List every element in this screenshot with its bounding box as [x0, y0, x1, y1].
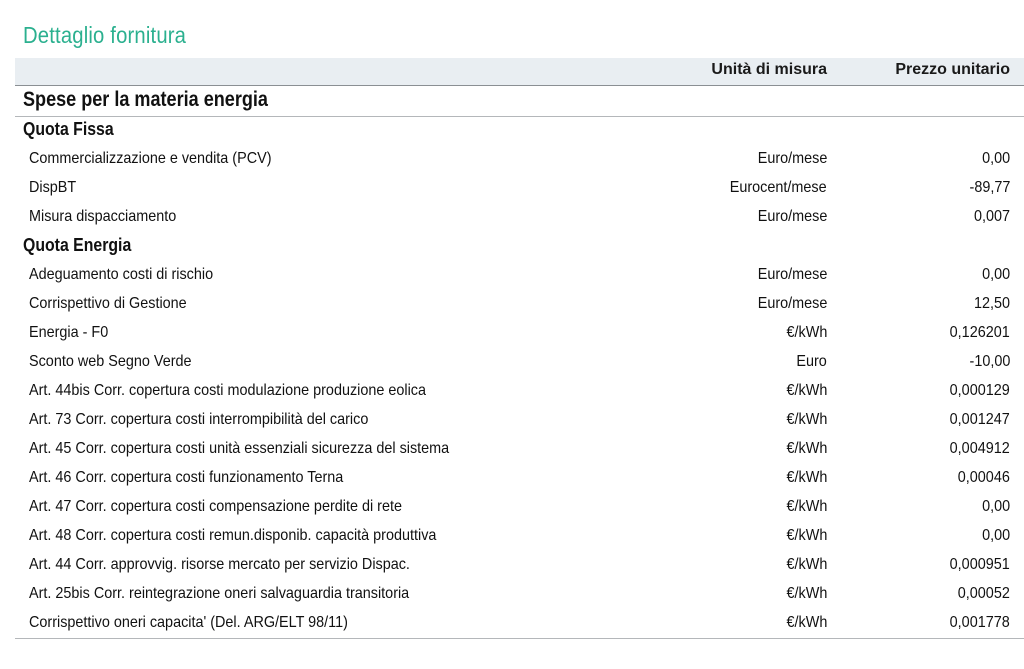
table-row — [0, 379, 1024, 408]
row-label: Art. 44bis Corr. copertura costi modulazione produzione eolica — [29, 382, 427, 399]
page-title: Dettaglio fornitura — [23, 22, 187, 48]
table-row — [0, 466, 1024, 495]
table-row — [0, 437, 1024, 466]
table-row — [0, 408, 1024, 437]
table-bottom-divider — [15, 638, 1024, 639]
row-unit: €/kWh — [786, 440, 827, 457]
table-row — [0, 524, 1024, 553]
table-row — [0, 263, 1024, 292]
table-row — [0, 321, 1024, 350]
row-price: 0,000129 — [949, 382, 1010, 399]
table-row — [0, 611, 1024, 640]
row-unit: Euro/mese — [757, 295, 827, 312]
row-label: Misura dispacciamento — [29, 208, 177, 225]
row-price: 0,001778 — [949, 614, 1010, 631]
section-divider — [15, 116, 1024, 117]
row-price: 12,50 — [973, 295, 1010, 312]
column-header-unit: Unità di misura — [711, 61, 827, 78]
table-row — [0, 582, 1024, 611]
row-price: 0,007 — [973, 208, 1010, 225]
row-label: Energia - F0 — [29, 324, 109, 341]
row-unit: €/kWh — [786, 382, 827, 399]
row-label: Art. 47 Corr. copertura costi compensazione perdite di rete — [29, 498, 402, 515]
table-row — [0, 147, 1024, 176]
row-price: 0,00052 — [957, 585, 1010, 602]
row-price: 0,000951 — [949, 556, 1010, 573]
table-header-band — [15, 58, 1024, 86]
row-unit: Euro — [796, 353, 827, 370]
row-unit: €/kWh — [786, 498, 827, 515]
row-label: Corrispettivo oneri capacita' (Del. ARG/ELT 98/11) — [29, 614, 348, 631]
group-title-quota-energia: Quota Energia — [23, 235, 132, 255]
column-header-price: Prezzo unitario — [895, 61, 1010, 78]
row-unit: Euro/mese — [757, 150, 827, 167]
row-label: Corrispettivo di Gestione — [29, 295, 187, 312]
table-row — [0, 495, 1024, 524]
row-unit: €/kWh — [786, 469, 827, 486]
row-price: 0,00 — [981, 498, 1010, 515]
row-label: Art. 45 Corr. copertura costi unità essenziali sicurezza del sistema — [29, 440, 450, 457]
row-price: 0,126201 — [949, 324, 1010, 341]
row-label: Art. 46 Corr. copertura costi funzionamento Terna — [29, 469, 344, 486]
row-price: 0,00046 — [957, 469, 1010, 486]
table-row — [0, 205, 1024, 234]
row-unit: €/kWh — [786, 585, 827, 602]
row-label: Art. 48 Corr. copertura costi remun.disponib. capacità produttiva — [29, 527, 437, 544]
table-row — [0, 350, 1024, 379]
group-title-quota-fissa: Quota Fissa — [23, 119, 114, 139]
row-unit: €/kWh — [786, 527, 827, 544]
row-unit: Euro/mese — [757, 208, 827, 225]
row-price: 0,004912 — [949, 440, 1010, 457]
row-label: Art. 44 Corr. approvvig. risorse mercato per servizio Dispac. — [29, 556, 410, 573]
row-label: Art. 73 Corr. copertura costi interrompibilità del carico — [29, 411, 369, 428]
table-row — [0, 292, 1024, 321]
row-label: Adeguamento costi di rischio — [29, 266, 214, 283]
row-price: -10,00 — [969, 353, 1010, 370]
row-unit: €/kWh — [786, 556, 827, 573]
table-row — [0, 553, 1024, 582]
row-label: Commercializzazione e vendita (PCV) — [29, 150, 272, 167]
row-price: 0,001247 — [949, 411, 1010, 428]
row-label: DispBT — [29, 179, 77, 196]
section-title: Spese per la materia energia — [23, 88, 268, 111]
row-unit: Eurocent/mese — [730, 179, 827, 196]
row-label: Sconto web Segno Verde — [29, 353, 192, 370]
row-unit: €/kWh — [786, 411, 827, 428]
row-unit: €/kWh — [786, 324, 827, 341]
row-price: 0,00 — [981, 266, 1010, 283]
row-price: -89,77 — [969, 179, 1010, 196]
row-price: 0,00 — [981, 527, 1010, 544]
row-unit: Euro/mese — [757, 266, 827, 283]
row-label: Art. 25bis Corr. reintegrazione oneri salvaguardia transitoria — [29, 585, 410, 602]
table-row — [0, 176, 1024, 205]
row-price: 0,00 — [981, 150, 1010, 167]
row-unit: €/kWh — [786, 614, 827, 631]
